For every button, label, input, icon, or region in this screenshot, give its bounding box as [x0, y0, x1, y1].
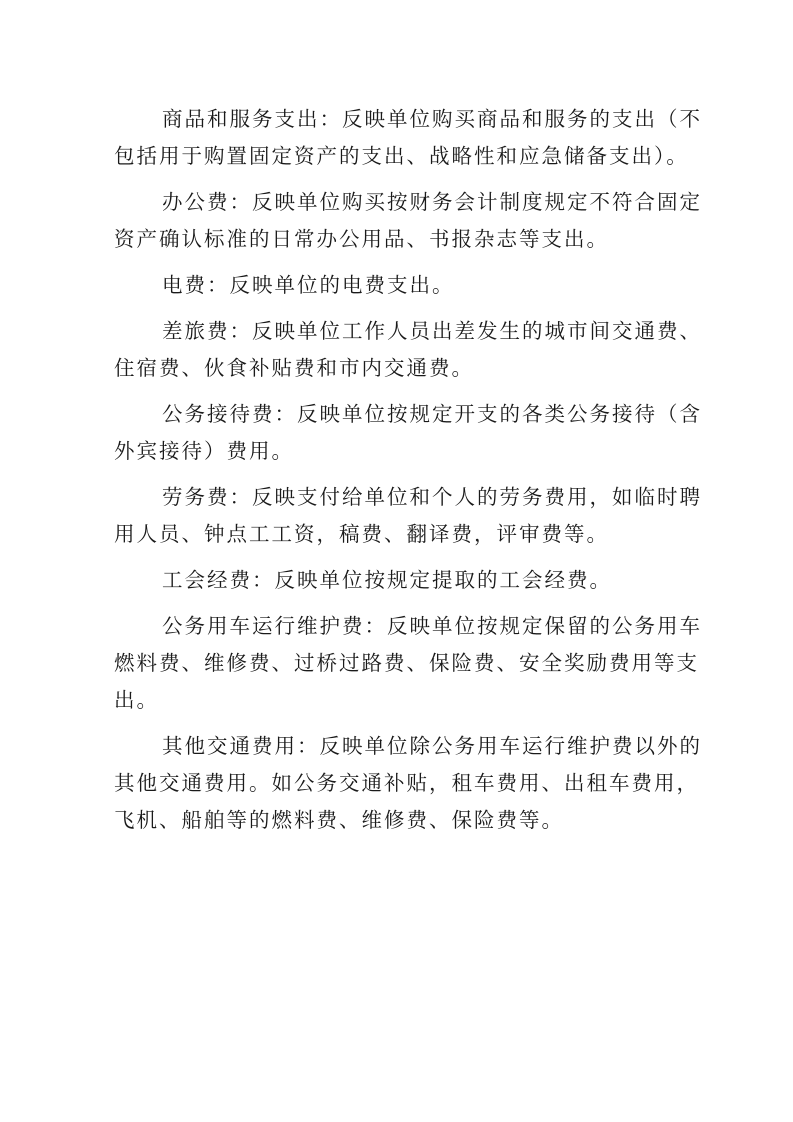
- paragraph-line: 包括用于购置固定资产的支出、战略性和应急储备支出）。: [114, 144, 689, 168]
- paragraph-line: 飞机、船舶等的燃料费、维修费、保险费等。: [114, 808, 564, 832]
- paragraph-line: 商品和服务支出：反映单位购买商品和服务的支出（不: [162, 107, 702, 131]
- paragraph-reception: [114, 396, 702, 470]
- paragraph-official-vehicles: [114, 608, 702, 719]
- paragraph-office-expenses: [114, 184, 702, 258]
- paragraph-line: 其他交通费用。如公务交通补贴，租车费用、出租车费用，: [114, 771, 699, 795]
- paragraph-line: 出。: [114, 688, 159, 712]
- paragraph-other-transport: [114, 728, 702, 839]
- paragraph-line: 用人员、钟点工工资，稿费、翻译费，评审费等。: [114, 522, 609, 546]
- paragraph-line: 外宾接待）费用。: [114, 439, 294, 463]
- paragraph-line: 资产确认标准的日常办公用品、书报杂志等支出。: [114, 227, 609, 251]
- paragraph-labor-services: [114, 479, 702, 553]
- paragraph-line: 燃料费、维修费、过桥过路费、保险费、安全奖励费用等支: [114, 651, 699, 675]
- paragraph-line: 公务用车运行维护费：反映单位按规定保留的公务用车: [162, 614, 702, 638]
- paragraph-line: 劳务费：反映支付给单位和个人的劳务费用，如临时聘: [162, 485, 702, 509]
- paragraph-line: 公务接待费：反映单位按规定开支的各类公务接待（含: [162, 402, 702, 426]
- paragraph-line: 其他交通费用：反映单位除公务用车运行维护费以外的: [162, 734, 702, 758]
- paragraph-line: 住宿费、伙食补贴费和市内交通费。: [114, 356, 474, 380]
- paragraph-line: 办公费：反映单位购买按财务会计制度规定不符合固定: [162, 190, 702, 214]
- paragraph-line: 差旅费：反映单位工作人员出差发生的城市间交通费、: [162, 319, 702, 343]
- paragraph-union-fees: [114, 562, 679, 599]
- paragraph-goods-services: [114, 101, 702, 175]
- paragraph-line: 电费：反映单位的电费支出。: [162, 273, 455, 297]
- paragraph-electricity: [114, 267, 679, 304]
- paragraph-line: 工会经费：反映单位按规定提取的工会经费。: [162, 568, 612, 592]
- paragraph-travel: [114, 313, 702, 387]
